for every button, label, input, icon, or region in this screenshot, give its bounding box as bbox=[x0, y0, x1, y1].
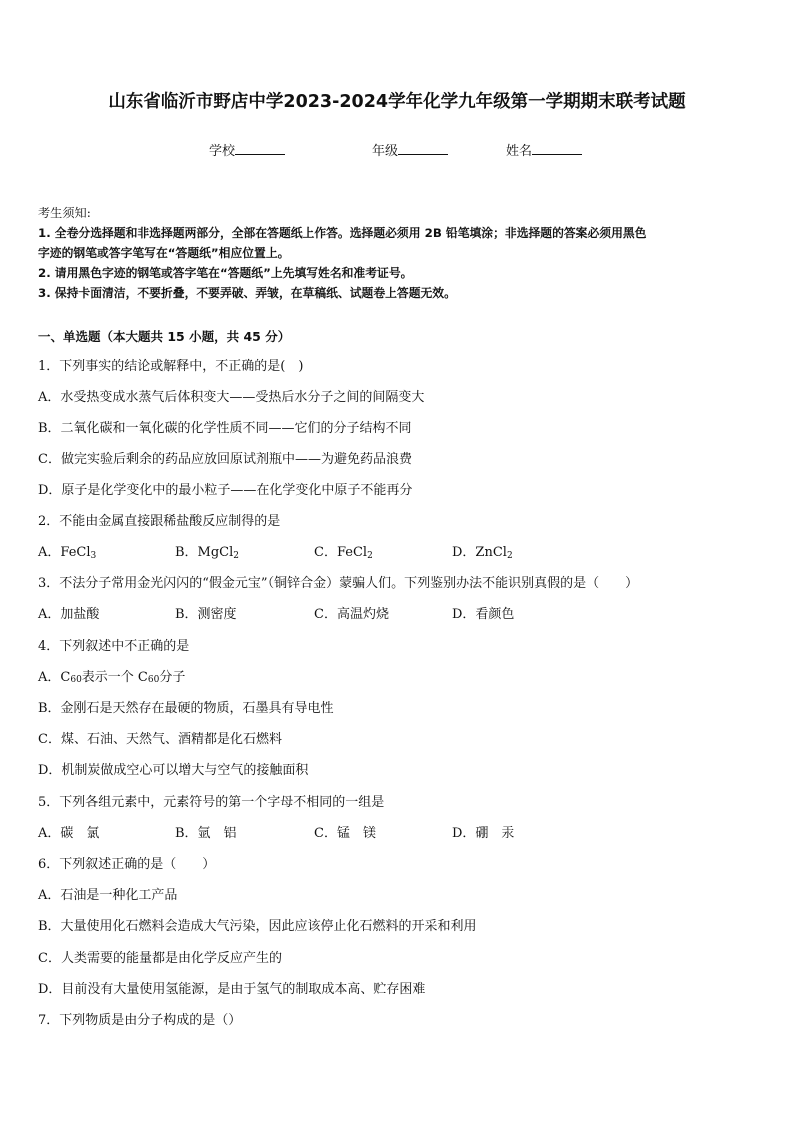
q5-options bbox=[38, 822, 598, 840]
q2-stem: 2．不能由金属直接跟稀盐酸反应制得的是 bbox=[38, 514, 281, 529]
q4-stem: 4．下列叙述中不正确的是 bbox=[38, 639, 190, 654]
q2-option-a: A．FeCl$_3$ bbox=[38, 545, 97, 561]
q6-option-c: C．人类需要的能量都是由化学反应产生的 bbox=[38, 951, 282, 966]
q2-option-d: D．ZnCl$_2$ bbox=[452, 545, 513, 561]
notice-item: 2. 请用黑色字迹的钢笔或答字笔在“答题纸”上先填写姓名和准考证号。 bbox=[38, 266, 413, 280]
q7-stem: 7．下列物质是由分子构成的是（） bbox=[38, 1013, 242, 1028]
exam-title: 山东省临沂市野店中学2023-2024学年化学九年级第一学期期末联考试题 bbox=[108, 92, 686, 112]
school-field bbox=[209, 140, 285, 159]
q6-stem: 6．下列叙述正确的是（ ） bbox=[38, 857, 216, 872]
notice-heading: 考生须知: bbox=[38, 206, 91, 220]
notice-item: 3. 保持卡面清洁，不要折叠，不要弄破、弄皱，在草稿纸、试题卷上答题无效。 bbox=[38, 286, 456, 300]
q3-stem: 3．不法分子常用金光闪闪的“假金元宝”（铜锌合金）蒙骗人们。下列鉴别办法不能识别真假的是（ ） bbox=[38, 576, 639, 591]
school-label: 学校 bbox=[209, 144, 236, 159]
q1-stem: 1．下列事实的结论或解释中，不正确的是( ) bbox=[38, 359, 304, 374]
q5-stem: 5．下列各组元素中，元素符号的第一个字母不相同的一组是 bbox=[38, 795, 385, 810]
school-blank[interactable] bbox=[235, 142, 285, 155]
q3-option-a: A．加盐酸 bbox=[38, 607, 100, 622]
q5-option-c: C．锰 镁 bbox=[314, 826, 376, 841]
grade-blank[interactable] bbox=[398, 142, 448, 155]
q3-options bbox=[38, 603, 598, 621]
q4-option-c: C．煤、石油、天然气、酒精都是化石燃料 bbox=[38, 732, 282, 747]
grade-field bbox=[372, 140, 448, 159]
q2-option-c: C．FeCl$_2$ bbox=[314, 545, 373, 561]
q5-option-d: D．硼 汞 bbox=[452, 826, 515, 841]
q1-option-d: D．原子是化学变化中的最小粒子——在化学变化中原子不能再分 bbox=[38, 483, 413, 498]
q2-option-b: B．MgCl$_2$ bbox=[175, 545, 240, 561]
name-field bbox=[506, 140, 582, 159]
q6-option-d: D．目前没有大量使用氢能源，是由于氢气的制取成本高、贮存困难 bbox=[38, 982, 426, 997]
q1-option-b: B．二氧化碳和一氧化碳的化学性质不同——它们的分子结构不同 bbox=[38, 421, 412, 436]
q4-option-b: B．金刚石是天然存在最硬的物质，石墨具有导电性 bbox=[38, 701, 334, 716]
exam-notice bbox=[38, 203, 758, 303]
section-title: 一、单选题（本大题共 15 小题，共 45 分） bbox=[38, 329, 291, 344]
q1-option-a: A．水受热变成水蒸气后体积变大——受热后水分子之间的间隔变大 bbox=[38, 390, 425, 405]
q5-option-b: B．氩 铝 bbox=[175, 826, 237, 841]
name-blank[interactable] bbox=[532, 142, 582, 155]
q3-option-d: D．看颜色 bbox=[452, 607, 515, 622]
q3-option-c: C．高温灼烧 bbox=[314, 607, 389, 622]
q6-option-a: A．石油是一种化工产品 bbox=[38, 888, 178, 903]
q3-option-b: B．测密度 bbox=[175, 607, 237, 622]
q2-options bbox=[38, 541, 598, 559]
notice-item: 1. 全卷分选择题和非选择题两部分，全部在答题纸上作答。选择题必须用 2B 铅笔填涂；非选择题的答案必须用黑色 bbox=[38, 226, 647, 240]
q6-option-b: B．大量使用化石燃料会造成大气污染，因此应该停止化石燃料的开采和利用 bbox=[38, 919, 477, 934]
notice-item: 字迹的钢笔或答字笔写在“答题纸”相应位置上。 bbox=[38, 246, 290, 260]
q4-option-d: D．机制炭做成空心可以增大与空气的接触面积 bbox=[38, 763, 309, 778]
q4-option-a: A．$C_{60}$表示一个 $C_{60}$分子 bbox=[38, 670, 186, 685]
grade-label: 年级 bbox=[372, 144, 399, 159]
q1-option-c: C．做完实验后剩余的药品应放回原试剂瓶中——为避免药品浪费 bbox=[38, 452, 412, 467]
name-label: 姓名 bbox=[506, 144, 533, 159]
q5-option-a: A．碳 氯 bbox=[38, 826, 100, 841]
